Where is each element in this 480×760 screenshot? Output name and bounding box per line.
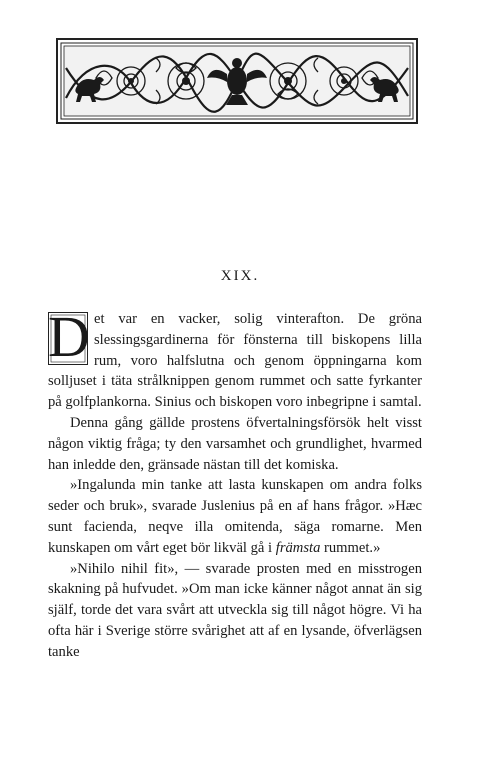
paragraph-3-emphasis: främsta: [275, 539, 321, 556]
paragraph-1-text: et var en vacker, solig vinterafton. De gröna slessingsgardinerna för fönsterna till biskopens lilla rum, voro halfslutna och genom öppningarna kom solljuset i täta strålknippen genom rummet och satte fyrkanter på golfplankorna. Sinius och biskopen voro inbegripne i samtal.: [48, 311, 422, 411]
paragraph-4: »Nihilo nihil fit», — svarade prosten med en misstrogen skakning på hufvudet. »Om man icke känner något annat än sig själf, torde det vara svårt att utveckla sig till något högre. Vi ha ofta här i Sverige större svårighet att af en lysande, öfverlägsen tanke: [48, 560, 422, 660]
paragraph-3-part-2: rummet.»: [320, 539, 381, 556]
drop-cap-letter: D: [48, 304, 90, 369]
chapter-heading: XIX.: [220, 268, 260, 284]
paragraph-3: [48, 475, 422, 558]
paragraph-3-part-1: »Ingalunda min tanke att lasta kunskapen om andra folks seder och bruk», svarade Juslenius på en af hans frågor. »Hæc sunt facienda, neqve illa omitenda, säga romarne. Men kunskapen om vårt eget bör likväl gå i: [48, 477, 422, 556]
ornamental-vine-icon: [56, 38, 418, 124]
drop-cap: [48, 304, 90, 369]
body-text: [48, 304, 422, 663]
ornamental-banner: [56, 38, 418, 124]
paragraph-2: Denna gång gällde prostens öfvertalningsförsök helt visst någon viktig fråga; ty den varsamhet och grundlighet, hvarmed han inledde den, gränsade nästan till det komiska.: [48, 414, 422, 473]
paragraph-1: [48, 304, 422, 413]
